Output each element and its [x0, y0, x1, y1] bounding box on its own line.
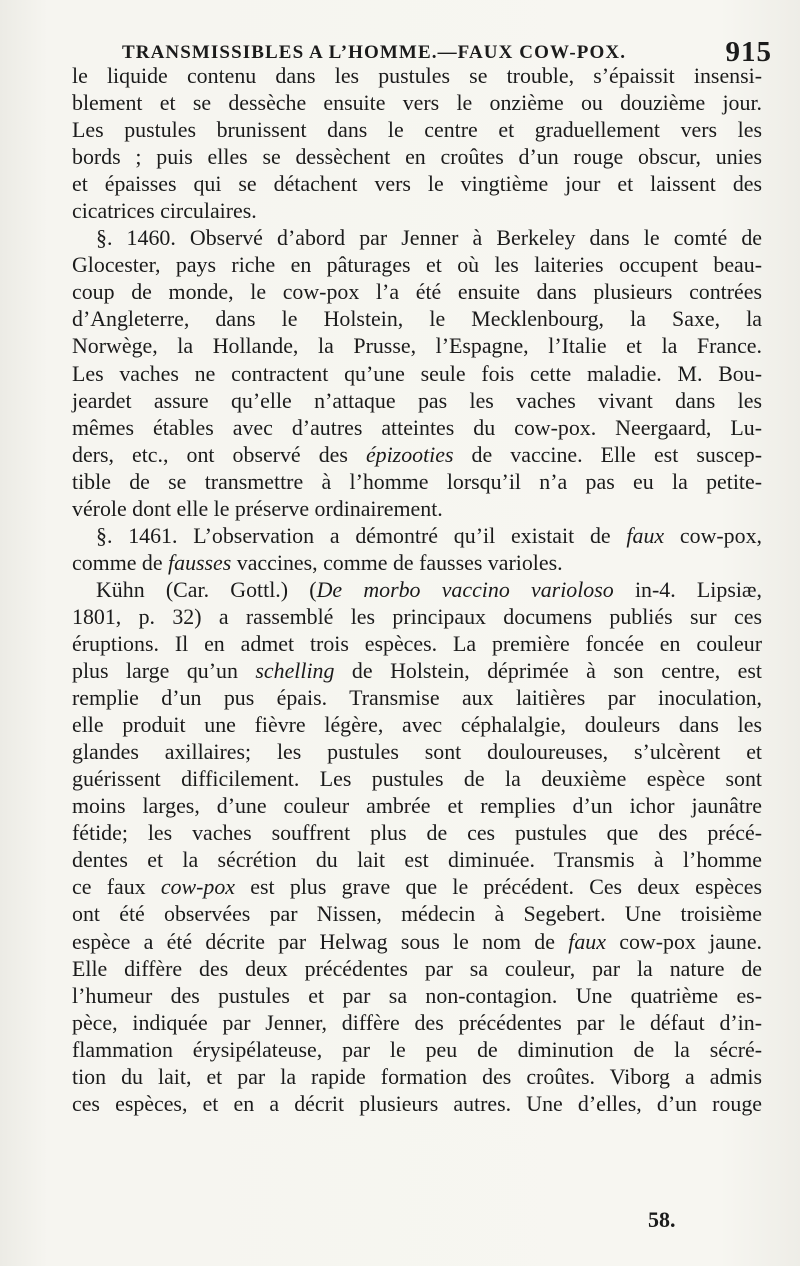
- text-line: Norwège, la Hollande, la Prusse, l’Espagne, l’Italie et la France.: [72, 333, 762, 359]
- text-line: ces espèces, et en a décrit plusieurs autres. Une d’elles, d’un rouge: [72, 1090, 762, 1116]
- text-line: §. 1460. Observé d’abord par Jenner à Berkeley dans le comté de: [96, 225, 762, 251]
- text-line: bords ; puis elles se dessèchent en croûtes d’un rouge obscur, unies: [72, 144, 762, 170]
- text-line: flammation érysipélateuse, par le peu de diminution de la sécré-: [72, 1036, 762, 1062]
- text-line: Les vaches ne contractent qu’une seule fois cette maladie. M. Bou-: [72, 360, 762, 386]
- italic-term: épizooties: [365, 441, 454, 467]
- text-line: tion du lait, et par la rapide formation des croûtes. Viborg a admis: [72, 1063, 762, 1089]
- text-line: Kühn (Car. Gottl.) (De morbo vaccino varioloso in-4. Lipsiæ,: [96, 576, 762, 602]
- text-line: dentes et la sécrétion du lait est diminuée. Transmis à l’homme: [72, 847, 762, 873]
- text-line: guérissent difficilement. Les pustules de la deuxième espèce sont: [72, 766, 762, 792]
- italic-term: faux: [626, 522, 665, 548]
- text-line: §. 1461. L’observation a démontré qu’il existait de faux cow-pox,: [96, 522, 762, 548]
- italic-term: faux: [568, 928, 606, 954]
- text-line: ce faux cow-pox est plus grave que le précédent. Ces deux espèces: [72, 874, 762, 900]
- text-line: éruptions. Il en admet trois espèces. La première foncée en couleur: [72, 630, 762, 656]
- text-line: Elle diffère des deux précédentes par sa couleur, par la nature de: [72, 955, 762, 981]
- text-line: pèce, indiquée par Jenner, diffère des précédentes par le défaut d’in-: [72, 1009, 762, 1035]
- italic-term: schelling: [255, 658, 335, 684]
- text-line: cicatrices circulaires.: [72, 198, 257, 224]
- text-line: elle produit une fièvre légère, avec céphalalgie, douleurs dans les: [72, 712, 762, 738]
- text-line: Les pustules brunissent dans le centre et graduellement vers les: [72, 117, 762, 143]
- italic-term: cow-pox: [160, 874, 236, 900]
- text-line: le liquide contenu dans les pustules se trouble, s’épaissit insensi-: [72, 63, 762, 88]
- text-line: mêmes étables avec d’autres atteintes du cow-pox. Neergaard, Lu-: [72, 414, 762, 440]
- text-line: remplie d’un pus épais. Transmise aux laitières par inoculation,: [72, 685, 762, 711]
- text-line: 1801, p. 32) a rassemblé les principaux documens publiés sur ces: [72, 603, 762, 629]
- text-line: l’humeur des pustules et par sa non-contagion. Une quatrième es-: [72, 982, 762, 1008]
- text-line: vérole dont elle le préserve ordinairement.: [72, 495, 443, 521]
- text-line: d’Angleterre, dans le Holstein, le Mecklenbourg, la Saxe, la: [72, 306, 762, 332]
- text-line: glandes axillaires; les pustules sont douloureuses, s’ulcèrent et: [72, 739, 762, 765]
- text-line: tible de se transmettre à l’homme lorsqu’il n’a pas eu la petite-: [72, 468, 762, 494]
- text-line: coup de monde, le cow-pox l’a été ensuite dans plusieurs contrées: [72, 279, 762, 305]
- text-line: ont été observées par Nissen, médecin à Segebert. Une troisième: [72, 901, 762, 927]
- italic-term: fausses: [168, 549, 232, 575]
- text-line: espèce a été décrite par Helwag sous le nom de faux cow-pox jaune.: [72, 928, 763, 954]
- body-text: [72, 62, 762, 1117]
- running-head: TRANSMISSIBLES A L’HOMME.—FAUX COW-POX.: [122, 42, 627, 63]
- italic-term: De morbo vaccino varioloso: [316, 576, 614, 602]
- text-line: moins larges, d’une couleur ambrée et remplies d’un ichor jaunâtre: [72, 793, 762, 819]
- text-line: et épaisses qui se détachent vers le vingtième jour et laissent des: [72, 171, 762, 197]
- text-line: fétide; les vaches souffrent plus de ces pustules que des précé-: [72, 820, 762, 846]
- text-line: Glocester, pays riche en pâturages et où les laiteries occupent beau-: [72, 252, 762, 278]
- text-line: ders, etc., ont observé des épizooties de vaccine. Elle est suscep-: [72, 441, 762, 467]
- text-line: jeardet assure qu’elle n’attaque pas les vaches vivant dans les: [72, 387, 762, 413]
- text-line: blement et se dessèche ensuite vers le onzième ou douzième jour.: [72, 90, 762, 116]
- page-number: 915: [725, 36, 772, 68]
- text-line: comme de fausses vaccines, comme de fausses varioles.: [72, 549, 563, 575]
- text-line: plus large qu’un schelling de Holstein, déprimée à son centre, est: [72, 658, 762, 684]
- signature-mark: 58.: [648, 1207, 676, 1232]
